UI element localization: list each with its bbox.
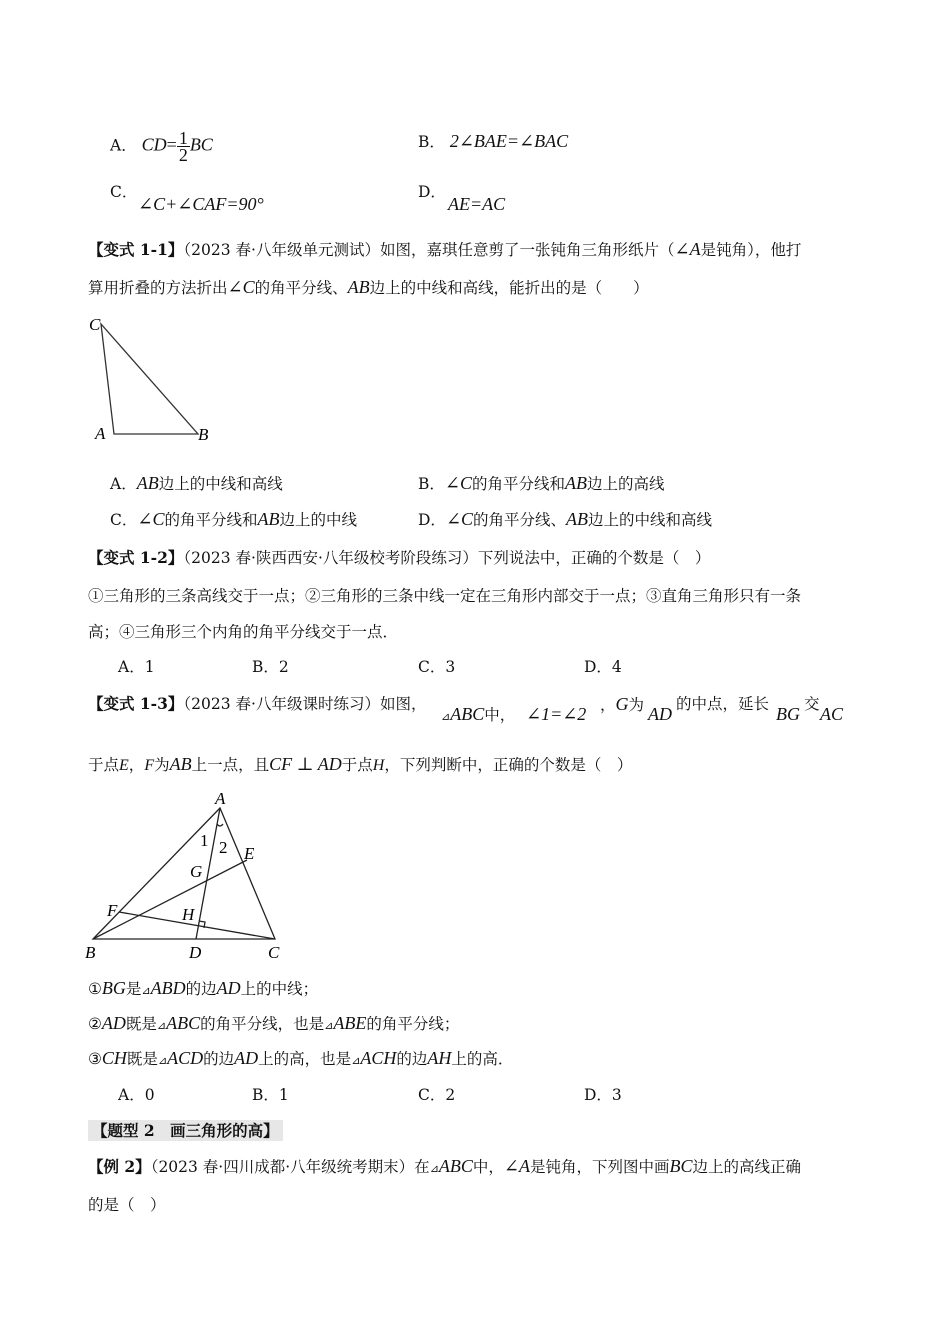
text: 上的高，也是 bbox=[258, 1050, 352, 1068]
option-label: D． bbox=[418, 511, 446, 529]
text: 的边 bbox=[396, 1050, 428, 1068]
v11-triangle-figure bbox=[86, 312, 226, 452]
math: = bbox=[166, 134, 177, 155]
text: 中， bbox=[484, 706, 516, 724]
v12-line2: ①三角形的三条高线交于一点；②三角形的三条中线一定在三角形内部交于一点；③直角三角形只有一条 bbox=[88, 587, 802, 605]
point-f-label: F bbox=[107, 901, 118, 920]
angle-1-label: 1 bbox=[200, 831, 209, 850]
text: 下列说法中，正确的个数是（ ） bbox=[477, 549, 711, 567]
math: ABC bbox=[438, 1156, 473, 1176]
text: 为 bbox=[154, 756, 170, 774]
math: ∠1=∠2 bbox=[526, 704, 587, 724]
text: 的角平分线和 bbox=[471, 475, 565, 493]
text: 边上的高线 bbox=[587, 475, 665, 493]
text: 如图，嘉琪任意剪了一张钝角三角形纸片（ bbox=[379, 241, 675, 259]
math: H bbox=[372, 757, 385, 774]
option-label: C． bbox=[110, 511, 138, 529]
question-source: （2023 春·四川成都·八年级统考期末） bbox=[150, 1158, 415, 1176]
v13-option-c: C．2 bbox=[418, 1086, 456, 1104]
vertex-b-label: B bbox=[85, 943, 96, 962]
text: 上的高． bbox=[451, 1050, 514, 1068]
fraction bbox=[177, 130, 190, 163]
v11-option-c bbox=[110, 509, 357, 530]
option-c-label: C． bbox=[110, 183, 138, 201]
math: ∠A bbox=[674, 239, 701, 259]
math: ∠C bbox=[137, 509, 165, 529]
point-g-label: G bbox=[190, 862, 203, 881]
v13-statement-1 bbox=[88, 978, 318, 1001]
triangle-symbol: ⊿ bbox=[156, 1019, 167, 1032]
triangle-symbol: ⊿ bbox=[141, 984, 151, 997]
option-d-label: D． bbox=[418, 183, 446, 201]
option-label: B． bbox=[418, 133, 445, 151]
v13-line2 bbox=[88, 754, 632, 776]
question-tag: 【变式 1-2】 bbox=[88, 548, 184, 567]
triangle-abc bbox=[101, 324, 198, 434]
ex2-line2: 的是（ ） bbox=[88, 1196, 166, 1214]
v13-option-a: A．0 bbox=[118, 1086, 155, 1104]
math: BG bbox=[776, 704, 800, 724]
segment-be bbox=[93, 860, 247, 939]
section-title: 【题型 2 画三角形的高】 bbox=[88, 1120, 283, 1141]
vertex-a-label: A bbox=[215, 789, 226, 808]
math: AB bbox=[136, 473, 159, 493]
math: CH bbox=[101, 1048, 127, 1068]
math: ∠C bbox=[445, 509, 474, 529]
v13-line1-g bbox=[776, 704, 800, 725]
v12-option-d: D．4 bbox=[584, 658, 622, 676]
math: ∠C bbox=[227, 277, 255, 297]
math: BG bbox=[101, 978, 126, 998]
v13-statement-2 bbox=[88, 1013, 459, 1036]
math: ABC bbox=[450, 704, 485, 724]
math: AD bbox=[234, 1048, 259, 1068]
point-d-label: D bbox=[189, 943, 202, 962]
math: AD bbox=[648, 704, 672, 724]
v13-line1-i bbox=[820, 704, 843, 725]
text: 是钝角），他打 bbox=[700, 241, 802, 259]
math: ABD bbox=[150, 978, 186, 998]
v13-statement-3 bbox=[88, 1048, 513, 1071]
text: 边上的中线和高线，能折出的是（ ） bbox=[369, 279, 649, 297]
text: 在 bbox=[414, 1158, 430, 1176]
math: AC bbox=[820, 704, 844, 724]
v12-option-a: A．1 bbox=[118, 658, 155, 676]
text: 边上的中线 bbox=[279, 511, 357, 529]
triangle-symbol: ⊿ bbox=[441, 710, 451, 723]
vertex-b-label: B bbox=[198, 425, 209, 444]
text: 的角平分线； bbox=[366, 1015, 460, 1033]
triangle-symbol: ⊿ bbox=[324, 1019, 334, 1032]
text: ② bbox=[88, 1015, 102, 1033]
option-a bbox=[110, 130, 213, 163]
point-h-label: H bbox=[182, 905, 195, 924]
v11-option-b bbox=[418, 473, 665, 494]
math: AB bbox=[169, 754, 192, 774]
math: AB bbox=[347, 277, 370, 297]
math: ACH bbox=[360, 1048, 397, 1068]
math: AD bbox=[216, 978, 241, 998]
text: 是钝角，下列图中画 bbox=[530, 1158, 670, 1176]
option-c: ∠C+∠CAF=90° bbox=[138, 194, 264, 214]
text: 中， bbox=[472, 1158, 504, 1176]
text: 的角平分线，也是 bbox=[200, 1015, 325, 1033]
text: 边上的中线和高线 bbox=[158, 475, 283, 493]
question-tag: 【例 2】 bbox=[88, 1157, 151, 1176]
numerator: 1 bbox=[178, 128, 188, 148]
point-e-label: E bbox=[244, 844, 255, 863]
v11-option-a bbox=[110, 473, 283, 494]
v13-line1-h: 交 bbox=[804, 695, 820, 713]
ex2-line1 bbox=[88, 1156, 801, 1179]
v13-line1-c bbox=[526, 704, 586, 725]
text: 的边 bbox=[185, 980, 217, 998]
question-source: （2023 春·八年级课时练习） bbox=[183, 695, 380, 713]
text: 上一点，且 bbox=[191, 756, 270, 774]
math: ACD bbox=[167, 1048, 204, 1068]
text: ① bbox=[88, 980, 102, 998]
text: 的角平分线、 bbox=[254, 279, 348, 297]
text: 算用折叠的方法折出 bbox=[88, 279, 228, 297]
text: ③ bbox=[88, 1050, 102, 1068]
option-label: A． bbox=[110, 475, 137, 493]
math: ∠C bbox=[444, 473, 472, 493]
text: 边上的高线正确 bbox=[692, 1158, 802, 1176]
text: ， bbox=[128, 756, 145, 774]
text: 为 bbox=[628, 696, 645, 714]
v12-option-c: C．3 bbox=[418, 658, 456, 676]
math: AB bbox=[565, 473, 587, 493]
v11-line1 bbox=[88, 239, 801, 260]
text: 的边 bbox=[203, 1050, 235, 1068]
text: 的角平分线和 bbox=[164, 511, 258, 529]
v13-line1-f: 的中点，延长 bbox=[676, 695, 770, 713]
vertex-c-label: C bbox=[89, 315, 101, 334]
v12-line3: 高；④三角形三个内角的角平分线交于一点． bbox=[88, 623, 399, 641]
text: 于点 bbox=[341, 756, 373, 774]
v13-line1-a bbox=[88, 694, 426, 714]
question-source: （2023 春·陕西西安·八年级校考阶段练习） bbox=[183, 549, 478, 567]
text: 是 bbox=[125, 980, 142, 998]
math: G bbox=[615, 694, 629, 714]
option-label: A． bbox=[110, 136, 137, 155]
v12-line1 bbox=[88, 548, 710, 568]
denominator: 2 bbox=[178, 145, 188, 165]
math: BC bbox=[189, 134, 213, 155]
text: ， bbox=[600, 696, 616, 714]
math: AB bbox=[566, 509, 589, 529]
v11-line2 bbox=[88, 277, 649, 298]
v13-line1-e bbox=[648, 704, 672, 725]
question-tag: 【变式 1-1】 bbox=[88, 240, 184, 259]
v12-option-b: B．2 bbox=[252, 658, 289, 676]
text: 既是 bbox=[126, 1050, 158, 1068]
triangle-symbol: ⊿ bbox=[157, 1054, 168, 1067]
v11-option-d bbox=[418, 509, 712, 530]
text: 的角平分线、 bbox=[473, 511, 567, 529]
v13-option-b: B．1 bbox=[252, 1086, 289, 1104]
math: ABC bbox=[166, 1013, 201, 1033]
v13-option-d: D．3 bbox=[584, 1086, 622, 1104]
v13-triangle-figure bbox=[80, 786, 300, 966]
math: E bbox=[119, 757, 129, 774]
math: CF ⊥ AD bbox=[269, 754, 342, 774]
math: AD bbox=[101, 1013, 126, 1033]
question-source: （2023 春·八年级单元测试） bbox=[183, 241, 380, 259]
text: ，下列判断中，正确的个数是（ ） bbox=[384, 756, 633, 774]
option-d: AE=AC bbox=[448, 194, 506, 214]
section-heading bbox=[88, 1121, 283, 1141]
math: AH bbox=[427, 1048, 452, 1068]
angle-arc bbox=[217, 824, 223, 826]
text: 既是 bbox=[125, 1015, 157, 1033]
vertex-c-label: C bbox=[268, 943, 280, 962]
v13-line1-b bbox=[441, 704, 515, 727]
triangle-symbol: ⊿ bbox=[351, 1054, 361, 1067]
math: ABE bbox=[333, 1013, 367, 1033]
angle-2-label: 2 bbox=[219, 838, 228, 857]
triangle-symbol: ⊿ bbox=[429, 1162, 439, 1175]
text: 上的中线； bbox=[240, 980, 319, 998]
math: CD bbox=[141, 134, 167, 155]
option-label: B． bbox=[418, 475, 445, 493]
question-tag: 【变式 1-3】 bbox=[88, 694, 184, 713]
math: BC bbox=[669, 1156, 693, 1176]
text: 边上的中线和高线 bbox=[588, 511, 713, 529]
text: 如图， bbox=[379, 695, 427, 713]
math: 2∠BAE=∠BAC bbox=[449, 131, 569, 151]
option-b bbox=[418, 131, 568, 152]
math: ∠A bbox=[503, 1156, 530, 1176]
math: AB bbox=[257, 509, 280, 529]
vertex-a-label: A bbox=[95, 424, 106, 443]
v13-line1-d bbox=[600, 694, 644, 715]
text: 于点 bbox=[88, 756, 120, 774]
math: F bbox=[144, 757, 155, 774]
